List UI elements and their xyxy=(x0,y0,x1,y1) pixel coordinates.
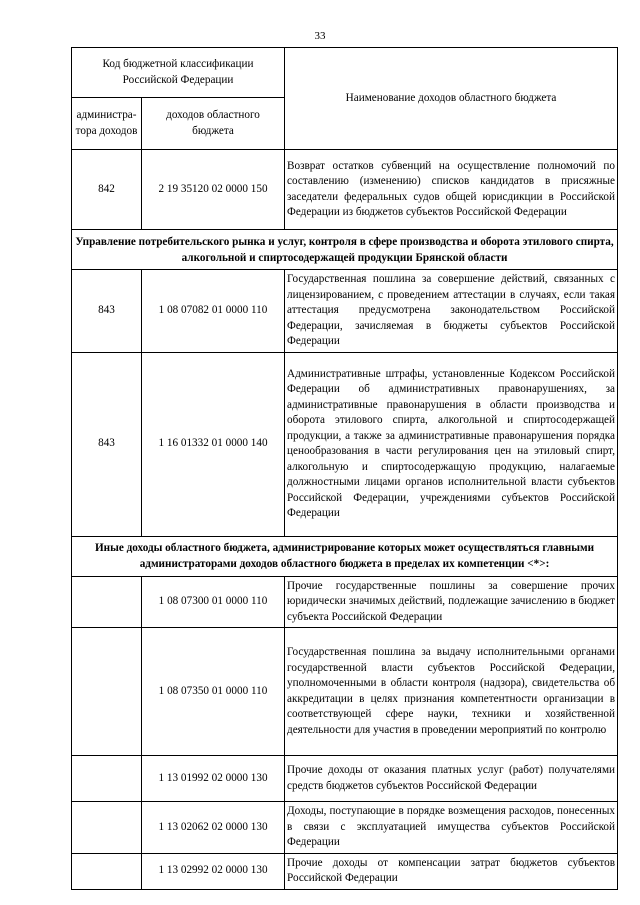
income-name: Доходы, поступающие в порядке возмещения расходов, понесенных в связи с эксплуатацией имущества субъектов Российской Федерации xyxy=(285,802,618,854)
table-row xyxy=(72,756,618,802)
admin-code: 843 xyxy=(72,270,142,353)
table-row xyxy=(72,802,618,854)
income-name: Прочие доходы от компенсации затрат бюджетов субъектов Российской Федерации xyxy=(285,853,618,889)
section-row xyxy=(72,536,618,576)
income-name: Государственная пошлина за выдачу исполнительными органами государственной власти субъектов Российской Федерации, уполномоченными в области контроля (надзора), свидетельства об аккредитации в целях признания компетентности организации в соответствующей сфере науки, техники и хозяйственной деятельности для участия в проведении мероприятий по контролю xyxy=(285,628,618,756)
table-row xyxy=(72,576,618,628)
income-name: Прочие доходы от оказания платных услуг (работ) получателями средств бюджетов субъектов Российской Федерации xyxy=(285,756,618,802)
admin-code xyxy=(72,628,142,756)
section-title: Иные доходы областного бюджета, администрирование которых может осуществляться главными администраторами доходов областного бюджета в пределах их компетенции <*>: xyxy=(72,536,618,576)
section-title: Управление потребительского рынка и услуг, контроля в сфере производства и оборота этилового спирта, алкогольной и спиртосодержащей продукции Брянской области xyxy=(72,230,618,270)
admin-code xyxy=(72,576,142,628)
admin-code xyxy=(72,756,142,802)
income-name: Прочие государственные пошлины за совершение прочих юридически значимых действий, подлежащие зачислению в бюджет субъекта Российской Федерации xyxy=(285,576,618,628)
table-row xyxy=(72,628,618,756)
header-admin: администра-тора доходов xyxy=(72,98,142,150)
income-code: 1 13 02062 02 0000 130 xyxy=(142,802,285,854)
income-code: 1 13 02992 02 0000 130 xyxy=(142,853,285,889)
admin-code: 843 xyxy=(72,352,142,536)
header-kbk: Код бюджетной классификации Российской Федерации xyxy=(72,48,285,98)
income-code: 1 08 07350 01 0000 110 xyxy=(142,628,285,756)
income-code: 1 08 07300 01 0000 110 xyxy=(142,576,285,628)
income-name: Возврат остатков субвенций на осуществление полномочий по составлению (изменению) списков кандидатов в присяжные заседатели федеральных судов общей юрисдикции в Российской Федерации из бюджетов субъектов Российской Федерации xyxy=(285,150,618,230)
table-row xyxy=(72,853,618,889)
section-row xyxy=(72,230,618,270)
income-name: Административные штрафы, установленные Кодексом Российской Федерации об административных правонарушениях, за административные правонарушения в области производства и оборота этилового спирта, алкогольной и спиртосодержащей продукции, а также за административные правонарушения порядка ценообразования в части регулирования цен на этиловый спирт, алкогольную и спиртосодержащую продукцию, налагаемые должностными лицами органов исполнительной власти субъектов Российской Федерации, учреждениями субъектов Российской Федерации xyxy=(285,352,618,536)
header-income: доходов областного бюджета xyxy=(142,98,285,150)
admin-code xyxy=(72,802,142,854)
admin-code: 842 xyxy=(72,150,142,230)
admin-code xyxy=(72,853,142,889)
table-row xyxy=(72,352,618,536)
table-row xyxy=(72,270,618,353)
income-code: 2 19 35120 02 0000 150 xyxy=(142,150,285,230)
income-code: 1 16 01332 01 0000 140 xyxy=(142,352,285,536)
revenue-table xyxy=(71,47,618,890)
income-code: 1 08 07082 01 0000 110 xyxy=(142,270,285,353)
income-code: 1 13 01992 02 0000 130 xyxy=(142,756,285,802)
table-row xyxy=(72,150,618,230)
header-name: Наименование доходов областного бюджета xyxy=(285,48,618,150)
page-number: 33 xyxy=(314,30,326,42)
income-name: Государственная пошлина за совершение действий, связанных с лицензированием, с проведением аттестации в случаях, если такая аттестация предусмотрена законодательством Российской Федерации, зачисляемая в бюджеты субъектов Российской Федерации xyxy=(285,270,618,353)
